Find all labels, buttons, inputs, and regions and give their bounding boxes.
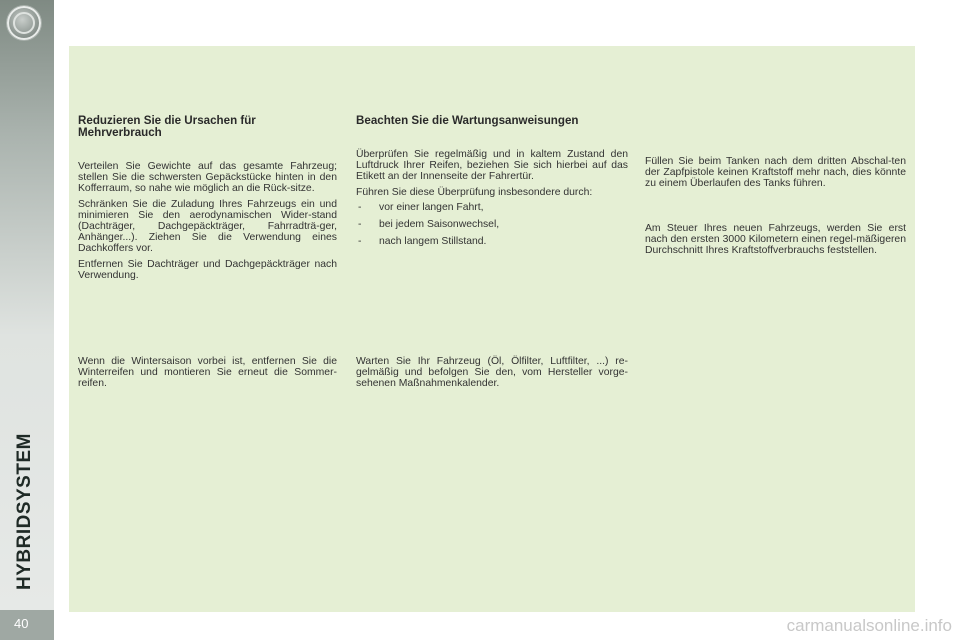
middle-paragraph-1: Überprüfen Sie regelmäßig und in kaltem Zustand den Luftdruck Ihrer Reifen, beziehen Sie sich hierbei auf das Etikett an der Innenseite der Fahrertür. bbox=[356, 149, 628, 183]
middle-list bbox=[356, 202, 628, 248]
right-column bbox=[645, 156, 906, 194]
middle-paragraph-2: Führen Sie diese Überprüfung insbesondere durch: bbox=[356, 186, 593, 198]
list-item: - vor einer langen Fahrt, bbox=[356, 202, 628, 213]
watermark: carmanualsonline.info bbox=[786, 616, 952, 635]
list-item: - bei jedem Saisonwechsel, bbox=[356, 219, 628, 230]
middle-bottom bbox=[356, 356, 628, 394]
left-paragraph-2: Schränken Sie die Zuladung Ihres Fahrzeugs ein und minimieren Sie den aerodynamischen Wider-stand (Dachträger, Dachgepäckträger, Fahrradträ-ger, Anhänger...). Ziehen Sie die Verwendung eines Dachkoffers vor. bbox=[78, 198, 337, 255]
middle-column bbox=[356, 115, 628, 253]
circle-logo-icon bbox=[7, 6, 41, 40]
list-item: - nach langem Stillstand. bbox=[356, 236, 628, 247]
left-bottom-paragraph: Wenn die Wintersaison vorbei ist, entfernen Sie die Winterreifen und montieren Sie erneut die Sommer-reifen. bbox=[78, 356, 337, 390]
section-label: HYBRIDSYSTEM bbox=[14, 433, 35, 590]
right-column-lower bbox=[645, 223, 906, 261]
middle-bottom-paragraph: Warten Sie Ihr Fahrzeug (Öl, Ölfilter, Luftfilter, ...) re-gelmäßig und befolgen Sie den, vom Hersteller vorge-sehenen Maßnahmenkalender. bbox=[356, 356, 628, 390]
left-paragraph-1: Verteilen Sie Gewichte auf das gesamte Fahrzeug; stellen Sie die schwersten Gepäckstücke hinten in den Kofferraum, so nahe wie möglich an die Rück-sitze. bbox=[78, 161, 337, 195]
page-number: 40 bbox=[14, 616, 29, 631]
right-paragraph-1: Füllen Sie beim Tanken nach dem dritten Abschal-ten der Zapfpistole keinen Kraftstoff mehr nach, dies könnte zu einem Überlaufen des Tanks führen. bbox=[645, 156, 906, 190]
left-column bbox=[78, 115, 337, 285]
left-bottom bbox=[78, 356, 337, 394]
right-paragraph-2: Am Steuer Ihres neuen Fahrzeugs, werden Sie erst nach den ersten 3000 Kilometern einen regel-mäßigeren Durchschnitt Ihres Kraftstoffverbrauchs feststellen. bbox=[645, 223, 906, 257]
left-heading: Reduzieren Sie die Ursachen für Mehrverbrauch bbox=[78, 114, 256, 139]
left-paragraph-3: Entfernen Sie Dachträger und Dachgepäckträger nach Verwendung. bbox=[78, 258, 337, 281]
middle-heading: Beachten Sie die Wartungsanweisungen bbox=[356, 114, 579, 127]
